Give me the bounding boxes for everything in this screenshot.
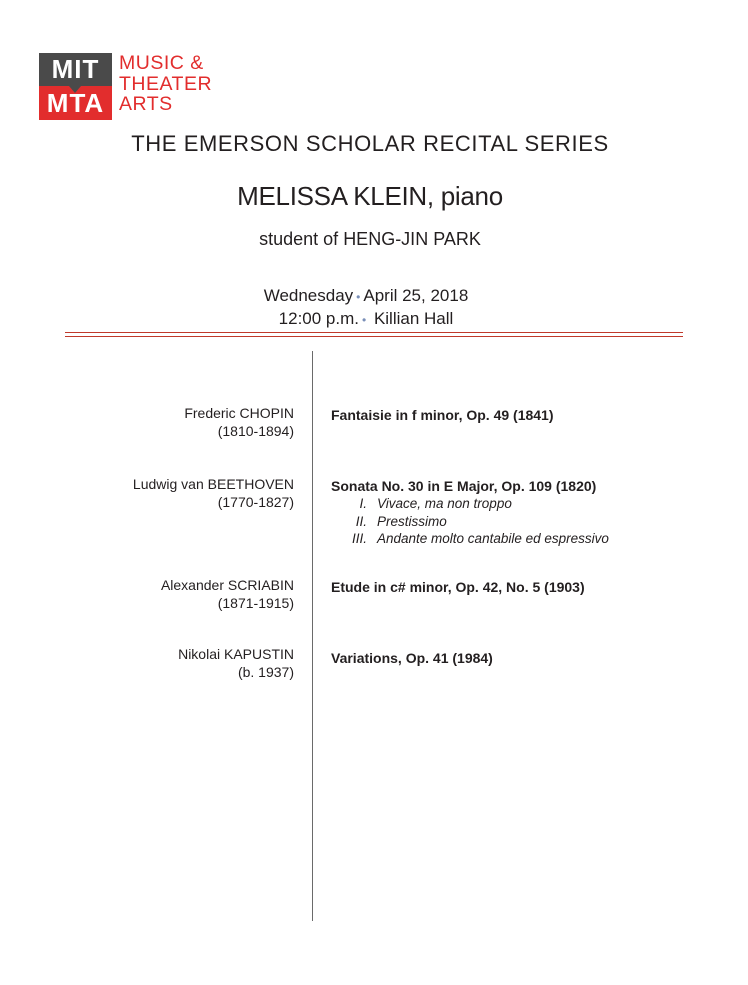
composer-block	[54, 645, 294, 681]
performer-instrument: , piano	[426, 181, 503, 211]
movement-item	[331, 530, 731, 548]
work-title: Variations, Op. 41 (1984)	[331, 650, 493, 666]
composer-block	[54, 576, 294, 612]
logo-mark-top-text: MIT	[51, 54, 100, 84]
logo-mark-bottom-text: MTA	[46, 88, 105, 118]
movement-title: Vivace, ma non troppo	[377, 496, 512, 511]
movement-number: II.	[355, 513, 367, 529]
composer-name: Alexander SCRIABIN	[160, 577, 294, 593]
work-block	[331, 578, 731, 596]
series-title: THE EMERSON SCHOLAR RECITAL SERIES	[131, 131, 609, 156]
composer-dates: (1871-1915)	[217, 595, 294, 611]
work-block	[331, 477, 731, 548]
event-day: Wednesday	[263, 286, 354, 305]
performer-line	[0, 181, 740, 212]
event-details	[0, 285, 732, 331]
movement-number: I.	[359, 496, 367, 511]
logo-text-line: ARTS	[119, 93, 173, 115]
composer-name: Ludwig van BEETHOVEN	[132, 476, 294, 492]
mit-mta-logo	[39, 53, 239, 123]
teacher-name: HENG-JIN PARK	[343, 229, 481, 249]
composer-block	[54, 404, 294, 440]
composer-name: Nikolai KAPUSTIN	[178, 646, 294, 662]
composer-dates: (1770-1827)	[217, 494, 294, 510]
event-venue: Killian Hall	[373, 309, 454, 328]
work-title: Etude in c# minor, Op. 42, No. 5 (1903)	[331, 579, 585, 595]
composer-block	[54, 475, 294, 511]
composer-dates: (b. 1937)	[237, 664, 294, 680]
movement-number: III.	[351, 531, 367, 546]
teacher-line	[0, 229, 740, 250]
work-block	[331, 406, 731, 424]
work-title: Fantaisie in f minor, Op. 49 (1841)	[331, 407, 554, 423]
event-time-line	[0, 308, 732, 331]
event-date: April 25, 2018	[363, 286, 469, 305]
header-divider	[65, 332, 683, 333]
work-title: Sonata No. 30 in E Major, Op. 109 (1820)	[331, 478, 597, 494]
program-column-divider	[312, 351, 313, 921]
teacher-prefix: student of	[259, 229, 339, 249]
work-block	[331, 649, 731, 667]
movement-title: Andante molto cantabile ed espressivo	[377, 531, 609, 546]
movement-title: Prestissimo	[377, 513, 447, 529]
movement-item	[331, 495, 731, 513]
logo-text-line: THEATER	[119, 72, 213, 95]
logo-wordmark	[119, 53, 212, 115]
header-divider	[65, 336, 683, 337]
composer-dates: (1810-1894)	[217, 423, 294, 439]
logo-text-line: MUSIC &	[119, 52, 204, 74]
bullet-separator: •	[362, 313, 367, 327]
movement-item	[331, 513, 731, 531]
event-time: 12:00 p.m.	[278, 309, 359, 328]
composer-name: Frederic CHOPIN	[184, 405, 294, 421]
event-date-line	[0, 285, 732, 308]
performer-name: MELISSA KLEIN	[237, 181, 427, 211]
bullet-separator: •	[356, 290, 361, 304]
logo-mark	[39, 53, 112, 120]
